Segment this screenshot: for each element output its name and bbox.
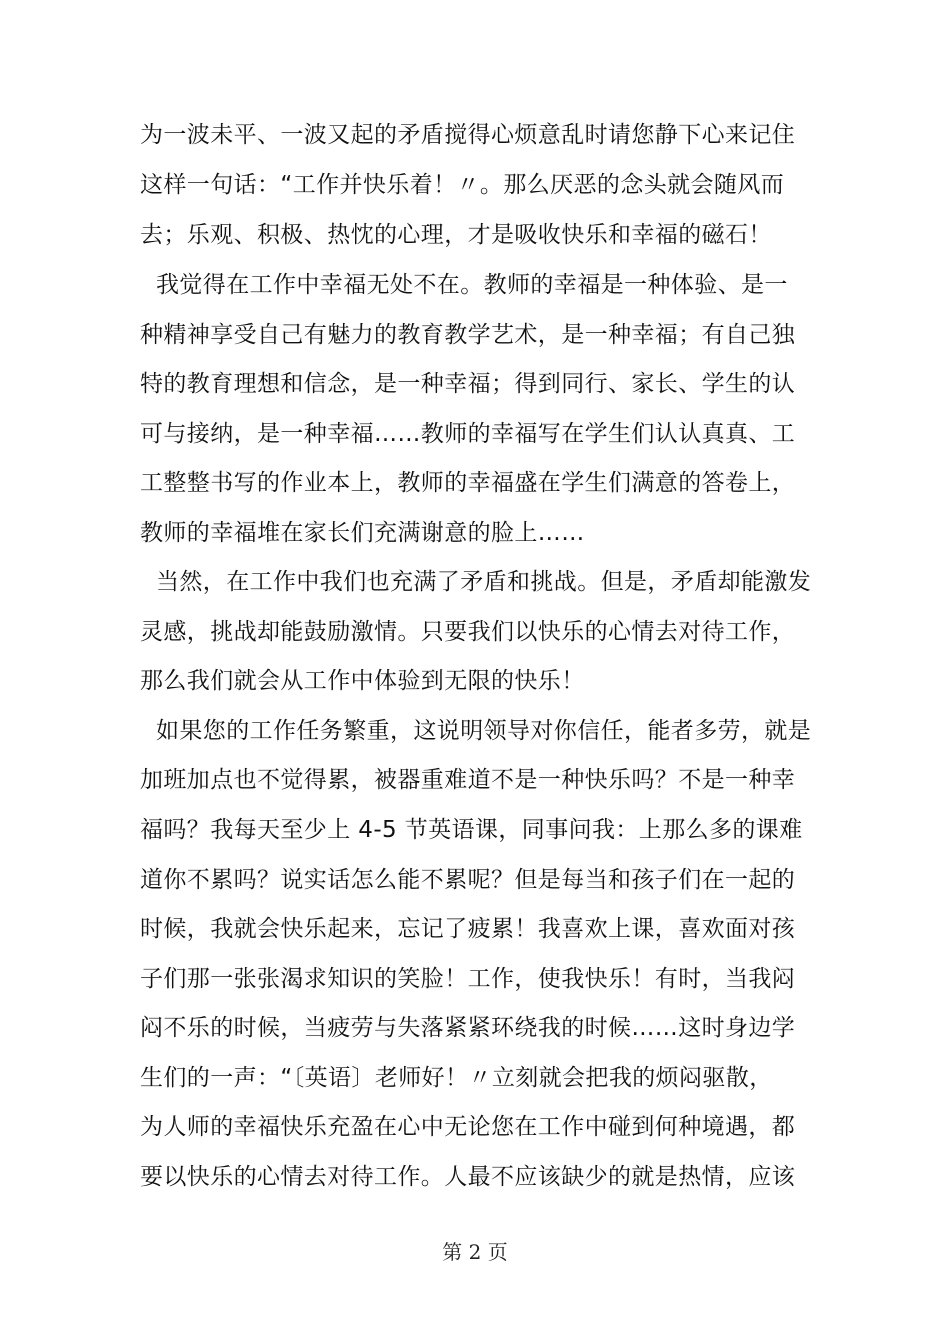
text-line: 道你不累吗？说实话怎么能不累呢？但是每当和孩子们在一起的 [140,867,796,893]
text-line: 那么我们就会从工作中体验到无限的快乐！ [140,668,585,694]
text-line: 加班加点也不觉得累，被器重难道不是一种快乐吗？不是一种幸 [140,767,796,793]
text-line: 闷不乐的时候，当疲劳与失落紧紧环绕我的时候……这时身边学 [140,1015,796,1041]
text-line: 教师的幸福堆在家长们充满谢意的脸上…… [140,520,585,546]
text-line: 福吗？我每天至少上 4-5 节英语课，同事问我：上那么多的课难 [140,817,803,843]
text-line: 为一波未平、一波又起的矛盾搅得心烦意乱时请您静下心来记住 [140,122,796,148]
text-line: 灵感，挑战却能鼓励激情。只要我们以快乐的心情去对待工作， [140,619,796,645]
text-line: 种精神享受自己有魅力的教育教学艺术，是一种幸福；有自己独 [140,322,796,348]
text-line: 工整整书写的作业本上，教师的幸福盛在学生们满意的答卷上， [140,470,796,496]
text-line: 要以快乐的心情去对待工作。人最不应该缺少的就是热情，应该 [140,1164,796,1190]
text-line: 特的教育理想和信念，是一种幸福；得到同行、家长、学生的认 [140,371,796,397]
page-number: 第 2 页 [442,1240,508,1264]
text-line: 子们那一张张渴求知识的笑脸！工作，使我快乐！有时，当我闷 [140,966,796,992]
text-line: 去；乐观、积极、热忱的心理，才是吸收快乐和幸福的磁石！ [140,222,772,248]
paragraph-start-line: 当然，在工作中我们也充满了矛盾和挑战。但是，矛盾却能激发 [156,569,812,595]
text-line: 这样一句话：“工作并快乐着！〃。那么厌恶的念头就会随风而 [140,172,785,198]
text-line: 为人师的幸福快乐充盈在心中无论您在工作中碰到何种境遇，都 [140,1114,796,1140]
text-line: 可与接纳，是一种幸福……教师的幸福写在学生们认认真真、工 [140,421,796,447]
text-line: 生们的一声：“〔英语〕老师好！〃立刻就会把我的烦闷驱散， [140,1065,773,1091]
paragraph-start-line: 如果您的工作任务繁重，这说明领导对你信任，能者多劳，就是 [156,718,812,744]
paragraph-start-line: 我觉得在工作中幸福无处不在。教师的幸福是一种体验、是一 [156,272,788,298]
text-line: 时候，我就会快乐起来，忘记了疲累！我喜欢上课，喜欢面对孩 [140,916,796,942]
